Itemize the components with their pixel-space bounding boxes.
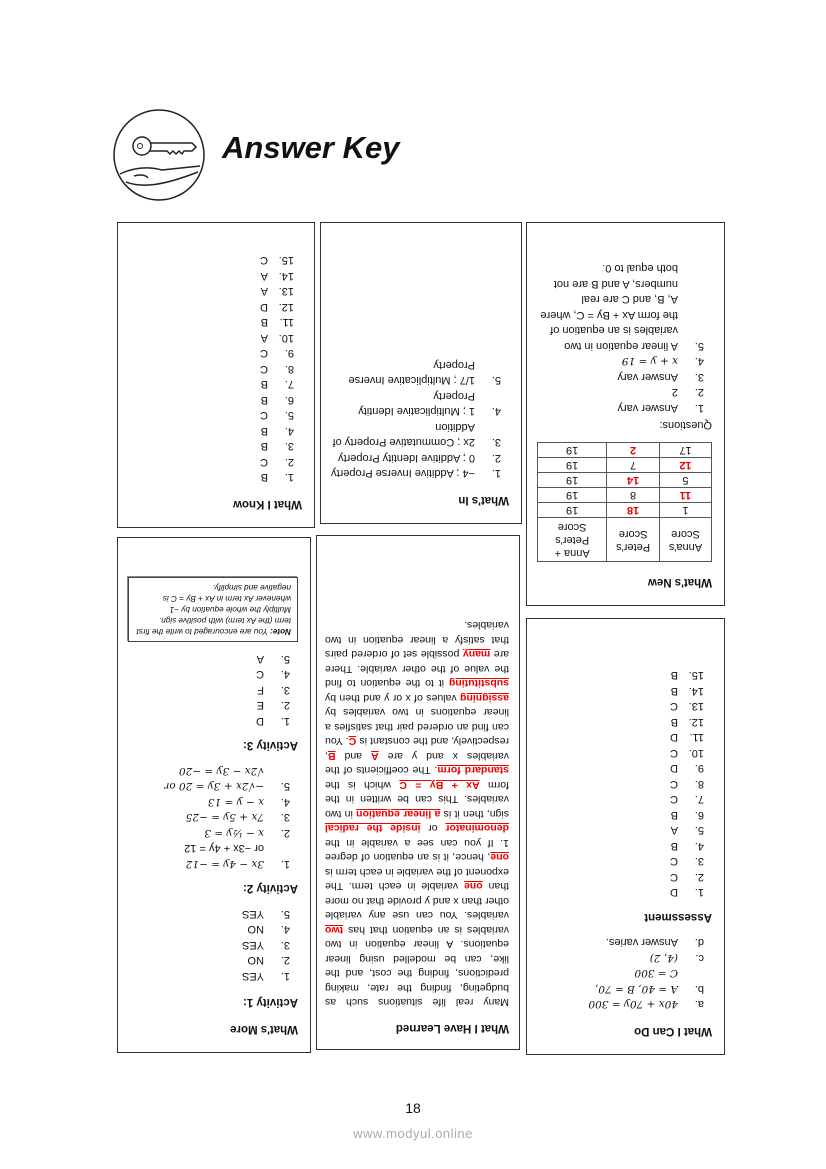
key-in-hand-icon (112, 108, 206, 202)
key-term: one (490, 851, 509, 864)
item-text: Answer varies. (605, 936, 678, 949)
item-number: 9. (694, 762, 704, 775)
item-number: 1. (694, 886, 704, 899)
item-number: 4. (491, 405, 501, 418)
item-text: 2x ; Commutative Property of Addition (332, 421, 475, 449)
item-number: 13. (278, 285, 294, 298)
table-cell: 18 (607, 503, 660, 518)
list-item (537, 369, 704, 385)
key-term: assigning (459, 692, 509, 704)
item-text: C (260, 347, 268, 360)
note-label: Note: (270, 627, 291, 637)
list-item (537, 400, 704, 416)
item-text: Answer vary (617, 371, 678, 383)
item-number: 14. (278, 270, 294, 282)
item-text: C (670, 747, 678, 759)
item-text: B (670, 685, 678, 697)
table-row (538, 503, 712, 518)
item-number: 4. (280, 923, 290, 936)
summary-text: variable in each term. The exponent of the variable in each term is (325, 866, 509, 893)
what-i-can-do-section (526, 618, 725, 1055)
item-number: 14. (688, 685, 704, 697)
item-number: 2. (280, 954, 290, 967)
list-item (537, 353, 704, 369)
key-term: many (462, 648, 491, 661)
item-number: c. (695, 952, 704, 964)
item-number: 3. (491, 436, 501, 449)
item-number: 10. (278, 332, 294, 344)
key-term: standard form (437, 764, 509, 777)
item-number: 5. (491, 374, 501, 387)
list-item (128, 952, 290, 968)
item-number: 1. (280, 715, 290, 727)
page-title: Answer Key (222, 130, 400, 165)
item-text: F (257, 684, 264, 696)
item-text: C (260, 409, 268, 422)
score-table (537, 443, 712, 563)
list-item (128, 763, 290, 779)
list-item (537, 884, 704, 900)
key-term: a linear equation (356, 808, 441, 820)
item-number: 3. (694, 371, 704, 383)
item-number: 10. (688, 747, 704, 759)
item-text: C (260, 254, 268, 267)
whats-more-heading: What's More (230, 1023, 298, 1035)
table-cell: 12 (659, 458, 711, 473)
list-item (128, 856, 290, 872)
item-number: 2. (491, 452, 501, 464)
whats-new-heading: What's New (647, 576, 712, 588)
list-item (128, 794, 290, 810)
item-number: 2. (284, 456, 294, 468)
item-number: a. (694, 998, 704, 1011)
summary-text: it to the equation to find the value of the other variable. There are (325, 648, 509, 690)
summary-text: possible set of ordered pairs that satisfy a linear equation in two variables. (325, 619, 509, 661)
list-item (128, 438, 294, 454)
questions-label: Questions: (659, 419, 712, 432)
assessment-heading: Assessment (644, 911, 712, 923)
key-term: B (327, 750, 336, 762)
list-item (537, 683, 704, 699)
list-item (331, 357, 501, 388)
item-text: C (670, 793, 678, 806)
list-item (537, 965, 704, 981)
list-item (331, 465, 501, 481)
summary-text: . The coefficients of the variables x and y are (325, 750, 509, 777)
item-text: C (670, 700, 678, 713)
list-item (537, 384, 704, 400)
item-number: 1. (491, 467, 501, 480)
item-text: C (256, 668, 264, 681)
list-item (128, 840, 290, 856)
table-row (538, 443, 712, 458)
item-text: 3x − 4y = −12 (185, 858, 264, 870)
item-number: 1. (280, 970, 290, 982)
table-cell: 2 (607, 443, 660, 458)
summary-text: in two variables. This can be written in the form (325, 779, 509, 820)
item-text: D (670, 762, 678, 775)
page-number: 18 (405, 1100, 421, 1116)
item-text: NO (247, 923, 264, 936)
item-number: 1. (694, 402, 704, 414)
item-number: 3. (694, 855, 704, 868)
item-number: 1. (280, 858, 290, 870)
list-item (537, 760, 704, 776)
item-number: 2. (280, 699, 290, 712)
item-text: B (260, 316, 268, 329)
item-text: 7x + 5y = −25 (185, 811, 264, 824)
list-item (128, 392, 294, 408)
list-item (331, 419, 501, 450)
item-text: B (670, 716, 678, 728)
summary-text: , respectively, and the constant is (325, 735, 509, 762)
item-number: 5. (694, 340, 704, 352)
item-number (264, 840, 290, 856)
table-cell: 5 (659, 473, 711, 488)
whats-in-section (320, 222, 522, 524)
table-cell: 19 (538, 503, 607, 518)
table-cell: 8 (607, 488, 660, 503)
item-text: NO (247, 954, 264, 967)
list-item (128, 697, 290, 713)
list-item (128, 651, 290, 667)
list-item (537, 838, 704, 854)
list-item (128, 423, 294, 439)
table-cell: 17 (659, 443, 711, 458)
item-text: x − ½y = 3 (204, 827, 264, 839)
list-item (128, 666, 290, 682)
item-text: B (670, 840, 678, 852)
item-text: YES (241, 908, 264, 920)
summary-text: sign, then it is (440, 808, 509, 820)
table-cell: 19 (538, 458, 607, 473)
list-item (128, 314, 294, 330)
list-item (128, 778, 290, 794)
item-text: 0 ; Additive Identity Property (338, 452, 475, 464)
list-item (331, 450, 501, 466)
item-number (264, 763, 290, 779)
item-text: A (256, 653, 264, 665)
item-text: YES (241, 970, 264, 982)
item-text: B (260, 394, 268, 406)
item-number: 5. (280, 653, 290, 665)
key-term: C (348, 735, 357, 748)
item-number: 12. (688, 716, 704, 728)
activity2-heading: Activity 2: (243, 882, 298, 895)
table-row (538, 473, 712, 488)
item-text: B (670, 669, 678, 682)
item-text: D (670, 731, 678, 744)
item-number: 4. (280, 668, 290, 681)
item-text: YES (241, 939, 264, 951)
item-number: 4. (284, 425, 294, 437)
item-text: C (260, 456, 268, 468)
item-number: 12. (278, 301, 294, 313)
list-item (537, 950, 704, 966)
table-cell: 19 (538, 473, 607, 488)
summary-text: , hence, it is an equation of degree 1. If you can see a variable in the (325, 837, 509, 864)
summary-text: or (420, 822, 446, 835)
table-header: Anna's Score (659, 518, 711, 562)
item-number: 15. (278, 254, 294, 267)
item-text: √2x − 3y = −20 (178, 765, 264, 777)
summary-text: variables. You can use any variable other than x and y provide that no more than (325, 880, 509, 922)
list-item (537, 791, 704, 807)
list-item (128, 809, 290, 825)
item-number: 5. (694, 824, 704, 837)
item-text: C (670, 855, 678, 868)
list-item (537, 934, 704, 950)
key-term: one (464, 880, 483, 893)
table-cell: 14 (607, 473, 660, 488)
item-number: 6. (284, 394, 294, 406)
list-item (537, 714, 704, 730)
table-cell: 19 (538, 488, 607, 503)
list-item (128, 682, 290, 698)
item-text: Answer vary (617, 402, 678, 414)
item-text: 40x + 70y = 300 (588, 998, 678, 1011)
item-number: 5. (284, 409, 294, 422)
list-item (128, 330, 294, 346)
key-term: denominator (445, 822, 509, 835)
list-item (128, 376, 294, 392)
item-number: d. (694, 936, 704, 949)
item-number: 9. (284, 347, 294, 360)
summary-text: Many real life situations such as budgeting, finding the rate, making predictions, finding the cost, and the like, can be modelled using linear equations. A linear equation in two variables is an equation that has (325, 924, 509, 1009)
item-text: D (260, 301, 268, 313)
summary-paragraph (325, 618, 509, 1010)
key-term: two (325, 924, 344, 936)
item-number: 15. (688, 669, 704, 682)
note-box (128, 578, 298, 643)
item-text: A (260, 285, 268, 298)
item-number: 8. (284, 363, 294, 375)
item-number: 8. (694, 778, 704, 790)
item-number: 4. (694, 355, 704, 368)
table-header: Anna + Peter's Score (538, 518, 607, 562)
list-item (128, 713, 290, 729)
item-text: B (260, 378, 268, 391)
website-watermark: www.modyul.online (353, 1126, 473, 1141)
list-item (128, 968, 290, 984)
table-header: Peter's Score (607, 518, 660, 562)
item-text: B (670, 809, 678, 821)
item-text: A (670, 824, 678, 837)
item-text: E (256, 699, 264, 712)
item-number: 5. (280, 780, 290, 793)
what-i-know-section (117, 222, 315, 528)
item-text: D (670, 886, 678, 899)
key-term: A (371, 750, 379, 762)
table-row (538, 458, 712, 473)
list-item (537, 869, 704, 885)
list-item (128, 283, 294, 299)
item-number (678, 965, 704, 981)
item-number: 11. (689, 731, 704, 744)
summary-text: . You can find an ordered pair that satisfies a linear equations in two variables by (325, 706, 509, 748)
what-i-have-learned-section (316, 535, 520, 1050)
activity1-heading: Activity 1: (243, 996, 298, 1009)
table-cell: 7 (607, 458, 660, 473)
list-item (128, 937, 290, 953)
item-number: 4. (694, 840, 704, 852)
item-text: C = 300 (634, 967, 678, 980)
item-number: 11. (279, 316, 294, 329)
list-item (537, 260, 704, 353)
item-number: b. (694, 983, 704, 995)
list-item (537, 776, 704, 792)
item-number: 7. (284, 378, 294, 391)
list-item (128, 299, 294, 315)
item-number: 3. (280, 684, 290, 696)
list-item (537, 745, 704, 761)
list-item (537, 822, 704, 838)
item-text: C (670, 871, 678, 883)
table-cell: 11 (659, 488, 711, 503)
item-text: C (260, 363, 268, 375)
list-item (128, 345, 294, 361)
item-text: −4 ; Additive Inverse Property (331, 467, 475, 480)
list-item (128, 252, 294, 268)
list-item (331, 388, 501, 419)
activity3-heading: Activity 3: (243, 739, 298, 752)
what-i-can-do-heading: What I Can Do (634, 1025, 712, 1037)
item-number: 3. (284, 440, 294, 453)
item-number: 2. (694, 871, 704, 883)
list-item (128, 407, 294, 423)
item-number: 4. (280, 796, 290, 808)
summary-text: values of x or y and then by (325, 692, 460, 704)
key-term: Ax + By = C (399, 779, 480, 791)
item-text: or −3x + 4y = 12 (184, 842, 264, 855)
item-text: D (256, 715, 264, 727)
note-text: You are encouraged to write the first term (the Ax term) with positive sign. Multiply the whole equation by −1 whenever Ax term in Ax + By = C is negative and simplify. (136, 583, 291, 637)
what-i-know-heading: What I Know (233, 498, 302, 510)
item-text: (4, 2) (649, 952, 678, 964)
list-item (128, 921, 290, 937)
item-number: 1. (284, 471, 294, 484)
item-text: A linear equation in two variables is an equation of the form Ax + By = C, where A, B, and C are real numbers, A and B are not both equal to 0. (540, 262, 678, 352)
whats-more-section (117, 537, 311, 1053)
list-item (537, 807, 704, 823)
summary-text: which is the (325, 779, 400, 791)
item-number: 3. (280, 811, 290, 824)
summary-text: and (335, 750, 372, 762)
list-item (537, 981, 704, 997)
item-text: 1 ; Multiplicative Identity Property (358, 390, 475, 418)
item-number: 3. (280, 939, 290, 951)
item-text: 1/7 ; Multiplicative Inverse Property (348, 359, 475, 387)
item-number: 2. (694, 386, 704, 399)
item-text: A = 40, B = 70, (595, 983, 678, 995)
key-term: inside the radical (324, 822, 421, 835)
list-item (537, 996, 704, 1012)
table-cell: 19 (538, 443, 607, 458)
list-item (128, 268, 294, 284)
list-item (128, 906, 290, 922)
list-item (128, 361, 294, 377)
table-cell: 1 (659, 503, 711, 518)
list-item (537, 698, 704, 714)
whats-new-section (526, 222, 725, 606)
list-item (128, 825, 290, 841)
list-item (537, 667, 704, 683)
item-text: x − y = 13 (207, 796, 264, 808)
item-number: 6. (694, 809, 704, 821)
list-item (537, 853, 704, 869)
item-text: x + y = 19 (621, 355, 678, 368)
item-text: 2 (671, 386, 678, 399)
what-i-have-learned-heading: What I Have Learned (395, 1022, 509, 1034)
item-text: A (260, 332, 268, 344)
key-term: substituting (448, 677, 509, 690)
item-text: B (260, 425, 268, 437)
item-text: C (670, 778, 678, 790)
item-number: 13. (688, 700, 704, 713)
whats-in-heading: What's In (458, 494, 509, 506)
item-number: 2. (280, 827, 290, 839)
list-item (128, 469, 294, 485)
item-text: −√2x + 3y = 20 or (164, 780, 264, 793)
item-number: 7. (694, 793, 704, 806)
table-row (538, 488, 712, 503)
list-item (128, 454, 294, 470)
item-text: B (260, 471, 268, 484)
item-number: 5. (280, 908, 290, 920)
item-text: A (260, 270, 268, 282)
list-item (537, 729, 704, 745)
item-text: B (260, 440, 268, 453)
